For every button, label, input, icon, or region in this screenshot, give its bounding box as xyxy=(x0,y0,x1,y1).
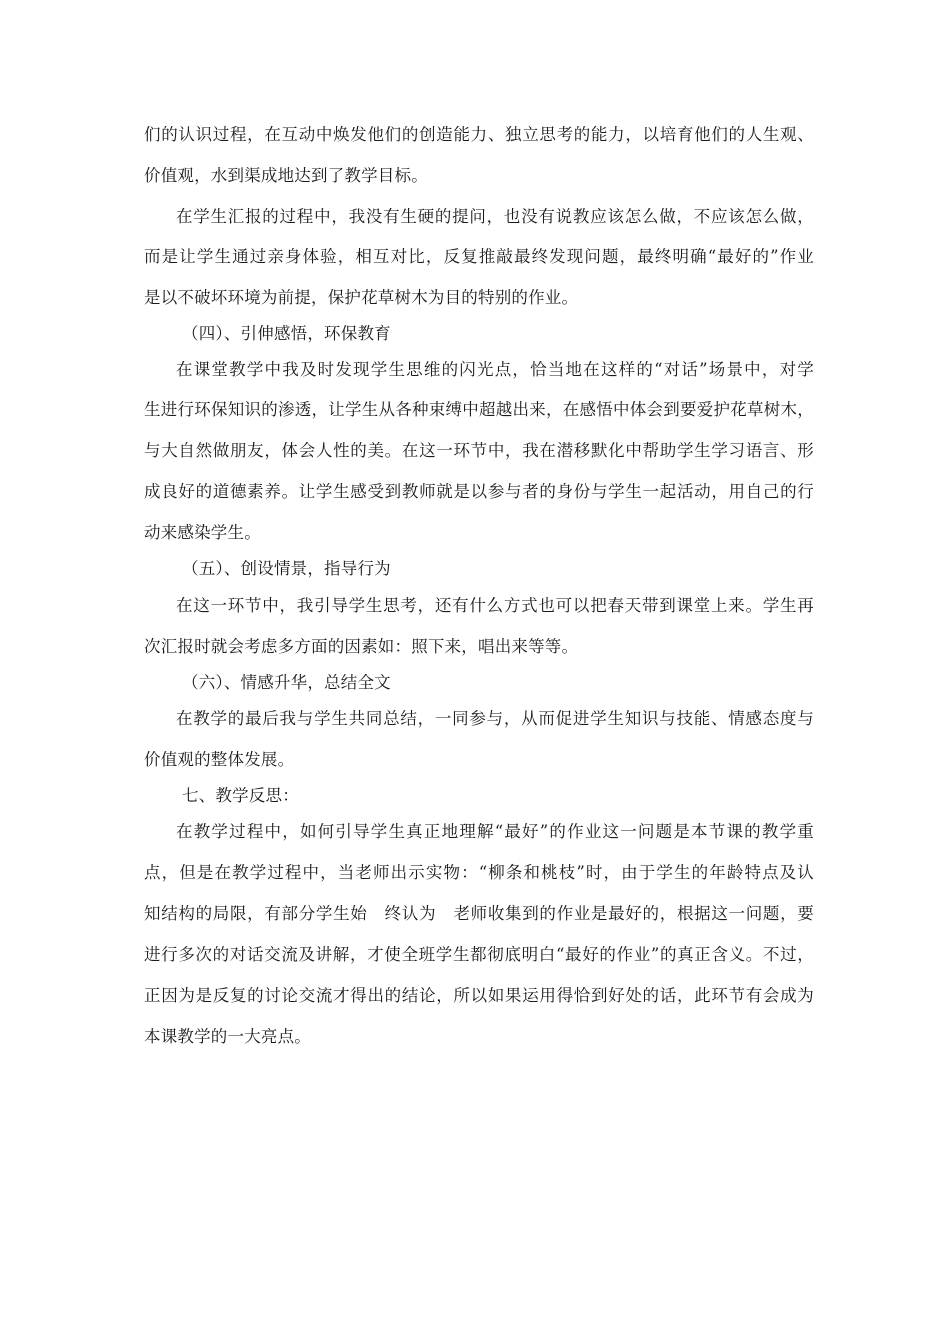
text-line: 成良好的道德素养。让学生感受到教师就是以参与者的身份与学生一起活动，用自己的行 xyxy=(144,482,814,501)
paragraph-start: 在教学过程中，如何引导学生真正地理解“最好”的作业这一问题是本节课的教学重 xyxy=(176,822,814,841)
section-heading-6: （六）、情感升华，总结全文 xyxy=(182,673,391,692)
text-line: 本课教学的一大亮点。 xyxy=(144,1027,311,1046)
paragraph-start: 在学生汇报的过程中，我没有生硬的提问，也没有说教应该怎么做，不应该怎么做， xyxy=(176,207,814,226)
text-line: 与大自然做朋友，体会人性的美。在这一环节中，我在潜移默化中帮助学生学习语言、形 xyxy=(144,441,814,460)
text-line: 次汇报时就会考虑多方面的因素如：照下来，唱出来等等。 xyxy=(144,637,579,656)
text-line: 是以不破坏环境为前提，保护花草树木为目的特别的作业。 xyxy=(144,288,579,307)
text-line: 们的认识过程，在互动中焕发他们的创造能力、独立思考的能力，以培育他们的人生观、 xyxy=(144,125,814,144)
text-line: 正因为是反复的讨论交流才得出的结论，所以如果运用得恰到好处的话，此环节有会成为 xyxy=(144,986,814,1005)
text-line: 生进行环保知识的渗透，让学生从各种束缚中超越出来，在感悟中体会到要爱护花草树木， xyxy=(144,400,814,419)
text-line: 点，但是在教学过程中，当老师出示实物：“柳条和桃枝”时，由于学生的年龄特点及认 xyxy=(144,863,814,882)
section-heading-5: （五）、创设情景，指导行为 xyxy=(182,559,391,578)
text-line: 价值观，水到渠成地达到了教学目标。 xyxy=(144,166,428,185)
text-line: 动来感染学生。 xyxy=(144,523,261,542)
section-heading-4: （四）、引伸感悟，环保教育 xyxy=(182,324,391,343)
text-line: 价值观的整体发展。 xyxy=(144,750,295,769)
paragraph-start: 在教学的最后我与学生共同总结，一同参与，从而促进学生知识与技能、情感态度与 xyxy=(176,709,814,728)
paragraph-start: 在这一环节中，我引导学生思考，还有什么方式也可以把春天带到课堂上来。学生再 xyxy=(176,596,814,615)
text-line: 而是让学生通过亲身体验，相互对比，反复推敲最终发现问题，最终明确“最好的”作业 xyxy=(144,247,814,266)
text-line: 知结构的局限，有部分学生始 终认为 老师收集到的作业是最好的，根据这一问题，要 xyxy=(144,904,814,923)
paragraph-start: 在课堂教学中我及时发现学生思维的闪光点，恰当地在这样的“对话”场景中，对学 xyxy=(176,360,814,379)
text-line: 进行多次的对话交流及讲解，才使全班学生都彻底明白“最好的作业”的真正含义。不过， xyxy=(144,945,814,964)
section-heading-7: 七、教学反思： xyxy=(182,786,299,805)
